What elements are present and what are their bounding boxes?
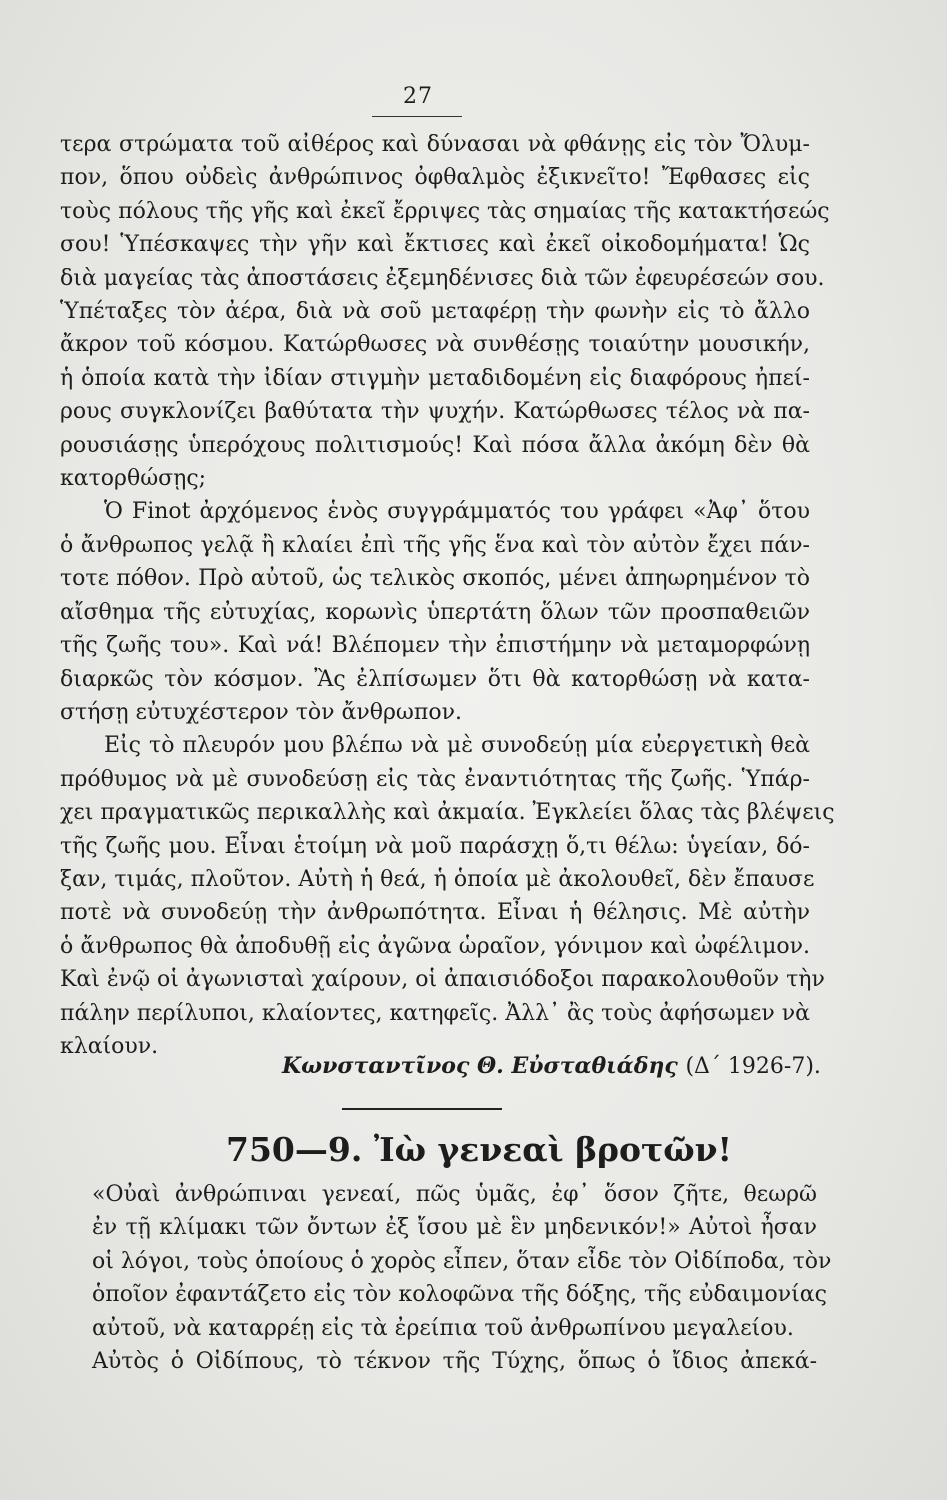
signature-date: (Δ΄ 1926-7). xyxy=(685,1054,821,1079)
text-line: ρους συγκλονίζει βαθύτατα τὴν ψυχήν. Κατώρθωσες τέλος νὰ πα- xyxy=(60,399,810,425)
section-separator xyxy=(342,1108,502,1110)
author-signature xyxy=(282,1050,821,1083)
text-line: ἄκρον τοῦ κόσμου. Κατώρθωσες νὰ συνθέσῃς τοιαύτην μουσικήν, xyxy=(60,332,810,358)
text-line: διαρκῶς τὸν κόσμον. Ἂς ἐλπίσωμεν ὅτι θὰ κατορθώσῃ νὰ κατα- xyxy=(60,666,810,692)
text-line: οἱ λόγοι, τοὺς ὁποίους ὁ χορὸς εἶπεν, ὅταν εἶδε τὸν Οἰδίποδα, τὸν xyxy=(92,1248,832,1274)
text-line: διὰ μαγείας τὰς ἀποστάσεις ἐξεμηδένισες διὰ τῶν ἐφευρέσεών σου. xyxy=(60,265,825,291)
text-line: ποτὲ νὰ συνοδεύῃ τὴν ἀνθρωπότητα. Εἶναι ἡ θέλησις. Μὲ αὐτὴν xyxy=(60,900,810,926)
text-line: αἴσθημα τῆς εὐτυχίας, κορωνὶς ὑπερτάτη ὅλων τῶν προσπαθειῶν xyxy=(60,599,810,625)
text-line: ὁποῖον ἐφαντάζετο εἰς τὸν κολοφῶνα τῆς δόξης, τῆς εὐδαιμονίας xyxy=(92,1282,827,1308)
section-heading: 750—9. Ἰὼ γενεαὶ βροτῶν! xyxy=(226,1130,733,1169)
text-line: χει πραγματικῶς περικαλλὴς καὶ ἀκμαία. Ἐγκλείει ὅλας τὰς βλέψεις xyxy=(60,800,835,826)
text-line: ἐν τῇ κλίμακι τῶν ὄντων ἐξ ἴσου μὲ ἓν μηδενικόν!» Αὐτοὶ ἦσαν xyxy=(92,1215,817,1241)
text-line: ὁ ἄνθρωπος γελᾷ ἢ κλαίει ἐπὶ τῆς γῆς ἕνα καὶ τὸν αὐτὸν ἔχει πάν- xyxy=(60,532,810,558)
text-line: τοτε πόθον. Πρὸ αὐτοῦ, ὡς τελικὸς σκοπός, μένει ἀπηωρημένον τὸ xyxy=(60,566,810,592)
text-line: τοὺς πόλους τῆς γῆς καὶ ἐκεῖ ἔρριψες τὰς σημαίας τῆς κατακτήσεώς xyxy=(60,198,830,224)
text-line: πάλην περίλυποι, κλαίοντες, κατηφεῖς. Ἀλλ᾽ ἂς τοὺς ἀφήσωμεν νὰ xyxy=(60,1000,810,1026)
text-line: κλαίουν. xyxy=(60,1033,159,1059)
text-line: Ὑπέταξες τὸν ἀέρα, διὰ νὰ σοῦ μεταφέρῃ τὴν φωνὴν εἰς τὸ ἄλλο xyxy=(60,299,810,325)
text-line: Ὁ Finot ἀρχόμενος ἑνὸς συγγράμματός του γράφει «Ἀφ᾽ ὅτου xyxy=(104,499,810,525)
text-line: πον, ὅπου οὐδεὶς ἀνθρώπινος ὀφθαλμὸς ἐξικνεῖτο! Ἔφθασες εἰς xyxy=(60,165,810,191)
text-line: τερα στρώματα τοῦ αἰθέρος καὶ δύνασαι νὰ φθάνῃς εἰς τὸν Ὄλυμ- xyxy=(60,132,810,157)
page-number: 27 xyxy=(403,84,433,109)
text-line: ἡ ὁποία κατὰ τὴν ἰδίαν στιγμὴν μεταδιδομένη εἰς διαφόρους ἠπεί- xyxy=(60,365,810,391)
text-line: ρουσιάσῃς ὑπερόχους πολιτισμούς! Καὶ πόσα ἄλλα ἀκόμη δὲν θὰ xyxy=(60,432,810,458)
text-line: Αὐτὸς ὁ Οἰδίπους, τὸ τέκνον τῆς Τύχης, ὅπως ὁ ἴδιος ἀπεκά- xyxy=(92,1349,817,1375)
body-text xyxy=(60,128,835,1063)
text-line: ὁ ἄνθρωπος θὰ ἀποδυθῇ εἰς ἀγῶνα ὡραῖον, γόνιμον καὶ ὠφέλιμον. xyxy=(60,933,810,959)
text-line: τῆς ζωῆς μου. Εἶναι ἑτοίμη νὰ μοῦ παράσχῃ ὅ,τι θέλω: ὑγείαν, δό- xyxy=(60,833,810,859)
text-line: ξαν, τιμάς, πλοῦτον. Αὐτὴ ἡ θεά, ἡ ὁποία μὲ ἀκολουθεῖ, δὲν ἔπαυσε xyxy=(60,866,815,892)
author-name: Κωνσταντῖνος Θ. Εὐσταθιάδης xyxy=(282,1053,678,1079)
text-line: τῆς ζωῆς του». Καὶ νά! Βλέπομεν τὴν ἐπιστήμην νὰ μεταμορφώνῃ xyxy=(60,633,810,659)
text-line: πρόθυμος νὰ μὲ συνοδεύσῃ εἰς τὰς ἐναντιότητας τῆς ζωῆς. Ὑπάρ- xyxy=(60,766,810,792)
page-number-rule xyxy=(372,116,462,117)
text-line: αὐτοῦ, νὰ καταρρέῃ εἰς τὰ ἐρείπια τοῦ ἀνθρωπίνου μεγαλείου. xyxy=(92,1315,794,1341)
text-line: «Οὐαὶ ἀνθρώπιναι γενεαί, πῶς ὑμᾶς, ἐφ᾽ ὅσον ζῆτε, θεωρῶ xyxy=(92,1182,817,1207)
text-line: στήσῃ εὐτυχέστερον τὸν ἄνθρωπον. xyxy=(60,699,462,725)
text-line: Καὶ ἐνῷ οἱ ἀγωνισταὶ χαίρουν, οἱ ἀπαισιόδοξοι παρακολουθοῦν τὴν xyxy=(60,967,825,993)
text-line: σου! Ὑπέσκαψες τὴν γῆν καὶ ἔκτισες καὶ ἐκεῖ οἰκοδομήματα! Ὡς xyxy=(60,232,810,258)
text-line: κατορθώσῃς; xyxy=(60,466,207,492)
section-text xyxy=(92,1178,832,1378)
text-line: Εἰς τὸ πλευρόν μου βλέπω νὰ μὲ συνοδεύῃ μία εὐεργετικὴ θεὰ xyxy=(104,733,810,759)
